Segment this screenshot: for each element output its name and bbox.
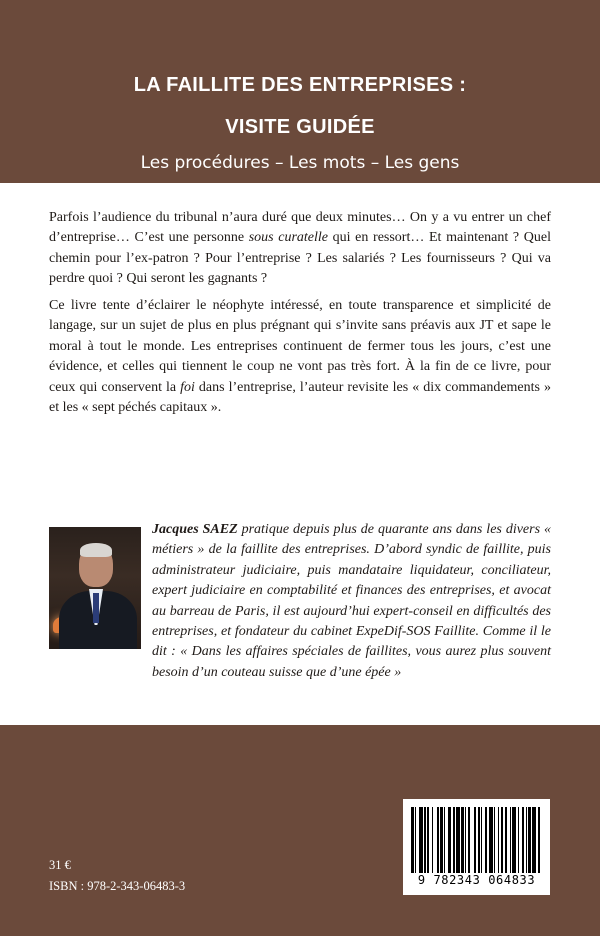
author-bio-text: pratique depuis plus de quarante ans dans les divers « métiers » de la faillite des entreprises. D’abord syndic de faillite, puis administrateur judiciaire, puis mandataire liquidateur, conciliateur, expert judiciaire en comptabilité et finances des entreprises, et avocat au barreau de Paris, il est aujourd’hui expert-conseil en difficultés des entreprises, et fondateur du cabinet ExpeDif-SOS Faillite. Comme il le dit : « Dans les affaires spéciales de faillites, vous aurez plus souvent besoin d’un couteau suisse que d’une épée » — [152, 522, 551, 680]
price-label: 31 € — [49, 858, 71, 872]
barcode — [403, 799, 550, 895]
summary-panel — [0, 183, 600, 725]
isbn-label: ISBN : 978-2-343-06483-3 — [49, 879, 186, 893]
barcode-space — [540, 807, 541, 873]
barcode-bars — [411, 807, 542, 873]
book-title-line-2: VISITE GUIDÉE — [225, 116, 375, 138]
author-name: Jacques SAEZ — [152, 522, 238, 537]
barcode-number: 9 782343 064833 — [417, 873, 536, 887]
header-band — [0, 0, 600, 183]
author-bio — [152, 520, 551, 683]
author-photo — [49, 527, 141, 649]
book-title-line-1: LA FAILLITE DES ENTREPRISES : — [133, 74, 467, 96]
summary-paragraph-2: Ce livre tente d’éclairer le néophyte intéressé, en toute transparence et simplicité de langage, sur un sujet de plus en plus prégnant qui s’invite sans préavis aux JT et sape le moral à tout le monde. Les entreprises continuent de fermer tous les jours, c’est une évidence, et celles qui tiennent le coup ne vont pas très fort. À la fin de ce livre, pour ceux qui conservent la foi dans l’entreprise, l’auteur revisite les « dix commandements » et les « sept péchés capitaux ». — [49, 298, 551, 416]
summary-paragraph-1: Parfois l’audience du tribunal n’aura duré que deux minutes… On y a vu entrer un chef d’entreprise… C’est une personne sous curatelle qui en ressort… Et maintenant ? Quel chemin pour l’ex-patron ? Pour l’entreprise ? Les salariés ? Les fournisseurs ? Qui va perdre quoi ? Qui seront les gagnants ? — [49, 210, 551, 287]
author-hair — [80, 543, 112, 557]
book-subtitle: Les procédures – Les mots – Les gens — [140, 153, 460, 173]
author-tie — [93, 593, 99, 623]
